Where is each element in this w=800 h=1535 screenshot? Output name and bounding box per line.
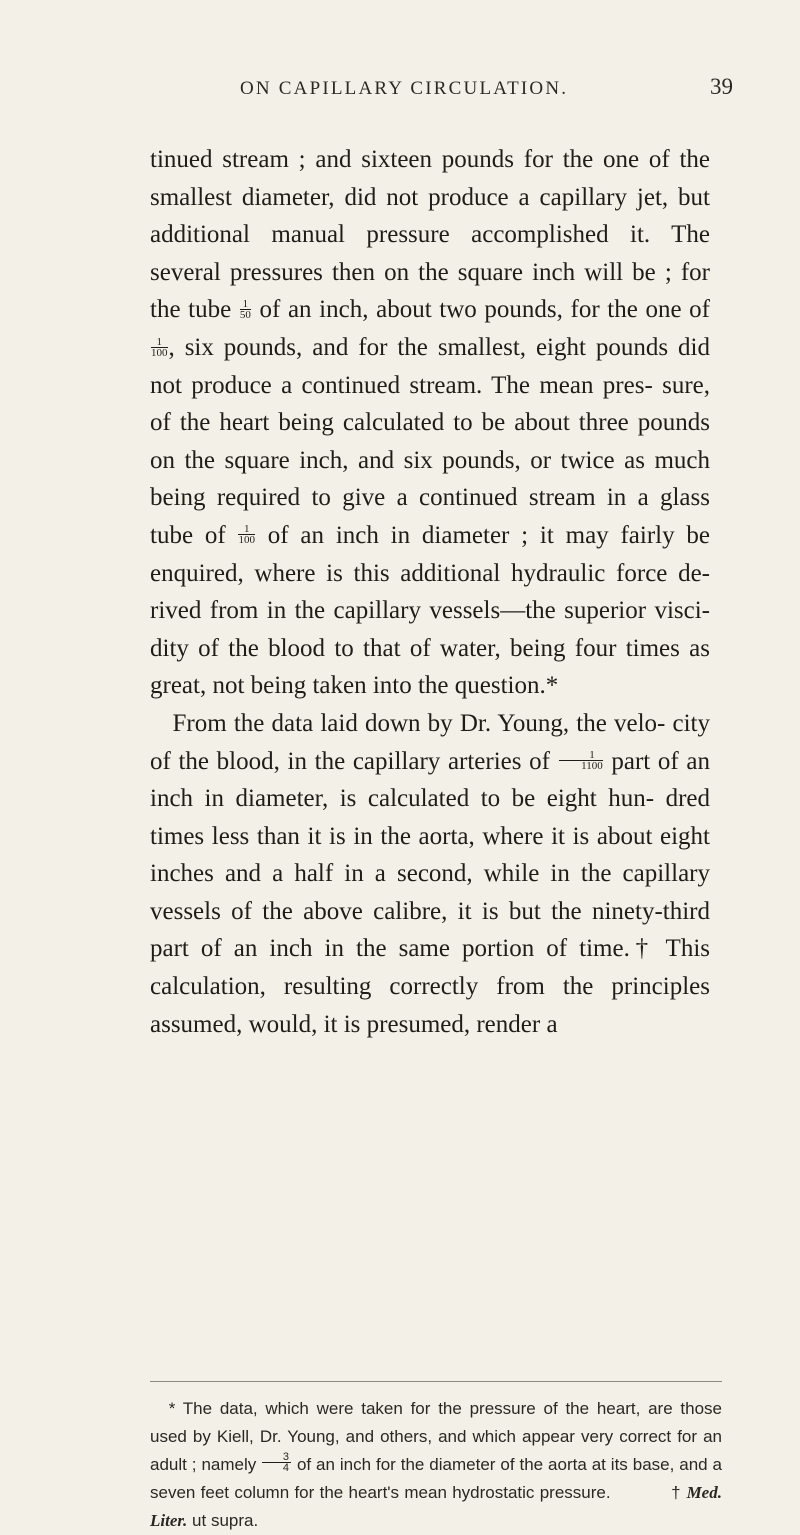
text-run: tinued stream ; and sixteen pounds for the one of the smallest diameter, did not produce a capillary jet, but additional manual pressure accomplished it. The several pressures then on the square inch will be ; for the tube <box>150 146 710 324</box>
body-text <box>150 141 710 1043</box>
fraction-denominator: 50 <box>239 308 251 321</box>
footnote-text: ut supra. <box>192 1511 259 1530</box>
fraction-denominator: 100 <box>238 534 255 547</box>
footnote-1 <box>150 1395 722 1535</box>
footnote-rule <box>150 1381 722 1382</box>
fraction-denominator: 4 <box>282 1461 289 1474</box>
text-run: , six pounds, and for the smallest, eight pounds did not produce a continued stream. The mean pres- sure, of the heart being calculated to be about three pounds on the square inch, and six pounds, or twice as much being required to give a continued stream in a glass tube of <box>150 333 710 549</box>
paragraph-2 <box>150 705 710 1043</box>
text-run: part of an inch in diameter, is calculated to be eight hun- dred times less than it is in the aorta, where it is about eight inches and a half in a second, while in the capillary vessels of the above calibre, it is but the ninety-third part of an inch in the same portion of time.† <box>150 747 710 963</box>
fraction <box>262 1452 291 1473</box>
fraction-numerator: 1 <box>238 524 255 535</box>
paragraph-1 <box>150 141 710 705</box>
fraction <box>240 299 251 320</box>
fraction <box>559 750 603 771</box>
fraction-numerator: 1 <box>240 299 251 310</box>
text-run: From the data laid down by Dr. Young, the velo- city of the blood, in the capillary arteries of <box>150 709 710 775</box>
footnote-text: of an inch for the diameter of the aorta at its base, and a seven feet column for the heart's mean hydrostatic pressure. <box>150 1455 722 1502</box>
page-number: 39 <box>710 74 733 99</box>
fraction-denominator: 100 <box>151 346 168 359</box>
footnotes <box>150 1395 722 1535</box>
fraction-numerator: 1 <box>559 750 603 761</box>
text-run: of an inch in diameter ; it may fairly be enquired, where is this additional hydraulic force de- rived from in the capillary vessels—the superior visci- dity of the blood to that of water, being four times as great, not being taken into the question.* <box>150 521 711 700</box>
text-run: of an inch, about two pounds, for the one of <box>259 296 711 324</box>
fraction-denominator: 1100 <box>581 760 603 773</box>
citation-title: Med. Liter. <box>150 1483 722 1530</box>
text-run: This calculation, resulting correctly from the principles assumed, would, it is presumed, render a <box>150 935 710 1038</box>
fraction-numerator: 1 <box>151 337 168 348</box>
footnote-text: * The data, which were taken for the pressure of the heart, are those used by Kiell, Dr. Young, and others, and which appear very correct for an adult ; namely <box>150 1399 722 1474</box>
fraction-numerator: 3 <box>262 1452 291 1463</box>
dagger-mark: † <box>670 1483 682 1502</box>
fraction <box>151 337 168 358</box>
running-head: ON CAPILLARY CIRCULATION. <box>240 78 569 99</box>
fraction <box>238 524 255 545</box>
